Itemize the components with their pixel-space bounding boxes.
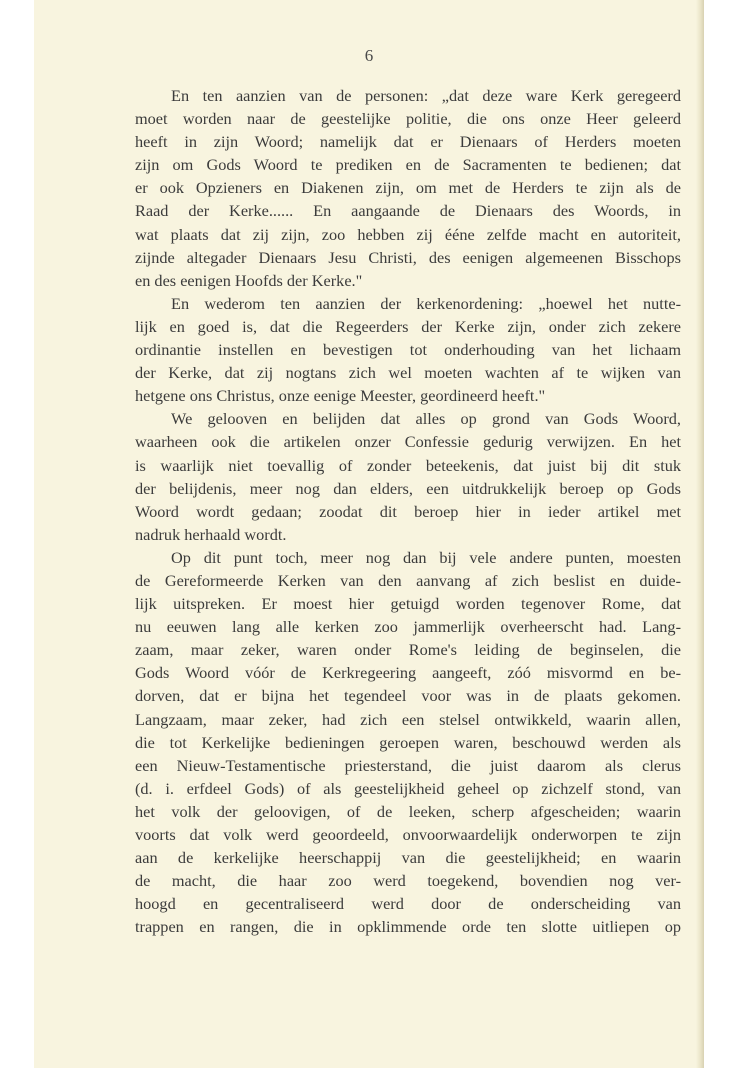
text-line: het volk der geloovigen, of de leeken, scherp afgescheiden; waarin [135,801,681,821]
text-line: ordinantie instellen en bevestigen tot onderhouding van het lichaam [135,340,681,360]
text-line: en des eenigen Hoofds der Kerke." [135,270,363,290]
text-line: hoogd en gecentraliseerd werd door de onderscheiding van [135,894,681,914]
text-line: der belijdenis, meer nog dan elders, een uitdrukkelijk beroep op Gods [135,478,681,498]
text-line: heeft in zijn Woord; namelijk dat er Dienaars of Herders moeten [135,132,681,152]
text-line: trappen en rangen, die in opklimmende orde ten slotte uitliepen op [135,917,681,937]
text-line: de macht, die haar zoo werd toegekend, bovendien nog ver- [135,871,681,891]
text-line: nu eeuwen lang alle kerken zoo jammerlijk overheerscht had. Lang- [135,617,681,637]
text-line: We gelooven en belijden dat alles op grond van Gods Woord, [171,409,681,429]
text-line: is waarlijk niet toevallig of zonder beteekenis, dat juist bij dit stuk [135,455,681,475]
text-line: wat plaats dat zij zijn, zoo hebben zij ééne zelfde macht en autoriteit, [135,224,681,244]
text-line: waarheen ook die artikelen onzer Confessie gedurig verwijzen. En het [135,432,681,452]
text-line: Langzaam, maar zeker, had zich een stelsel ontwikkeld, waarin allen, [135,709,681,729]
text-line: zijnde altegader Dienaars Jesu Christi, des eenigen algemeenen Bisschops [135,247,681,267]
text-line: der Kerke, dat zij nogtans zich wel moeten wachten af te wijken van [135,363,681,383]
text-line: er ook Opzieners en Diakenen zijn, om met de Herders te zijn als de [135,178,681,198]
text-line: lijk uitspreken. Er moest hier getuigd worden tegenover Rome, dat [135,594,681,614]
page-edge-shadow [696,0,704,1068]
text-line: nadruk herhaald wordt. [135,524,287,544]
text-line: Gods Woord vóór de Kerkregeering aangeeft, zóó misvormd en be- [135,663,681,683]
text-line: die tot Kerkelijke bedieningen geroepen waren, beschouwd werden als [135,732,681,752]
text-line: En ten aanzien van de personen: „dat deze ware Kerk geregeerd [171,86,681,105]
text-line: Woord wordt gedaan; zoodat dit beroep hier in ieder artikel met [135,501,681,521]
text-line: Op dit punt toch, meer nog dan bij vele andere punten, moesten [171,547,681,567]
text-line: zaam, maar zeker, waren onder Rome's leiding de beginselen, die [135,640,681,660]
text-line: voorts dat volk werd geoordeeld, onvoorwaardelijk onderworpen te zijn [135,825,681,844]
text-line: (d. i. erfdeel Gods) of als geestelijkheid geheel op zichzelf stond, van [135,778,681,798]
text-line: een Nieuw-Testamentische priesterstand, die juist daarom als clerus [135,755,681,775]
text-line: dorven, dat er bijna het tegendeel voor was in de plaats gekomen. [135,686,681,706]
text-line: aan de kerkelijke heerschappij van die geestelijkheid; en waarin [135,848,681,868]
text-line: de Gereformeerde Kerken van den aanvang af zich beslist en duide- [135,570,681,590]
page-number: 6 [364,46,374,65]
text-line: Raad der Kerke...... En aangaande de Dienaars des Woords, in [135,201,681,221]
text-line: hetgene ons Christus, onze eenige Meester, geordineerd heeft." [135,386,546,406]
body-text [135,84,681,938]
text-line: En wederom ten aanzien der kerkenordening: „hoewel het nutte- [171,293,681,313]
text-line: moet worden naar de geestelijke politie, die ons onze Heer geleerd [135,109,681,129]
text-line: lijk en goed is, dat die Regeerders der Kerke zijn, onder zich zekere [135,316,681,336]
text-line: zijn om Gods Woord te prediken en de Sacramenten te bedienen; dat [135,155,681,175]
